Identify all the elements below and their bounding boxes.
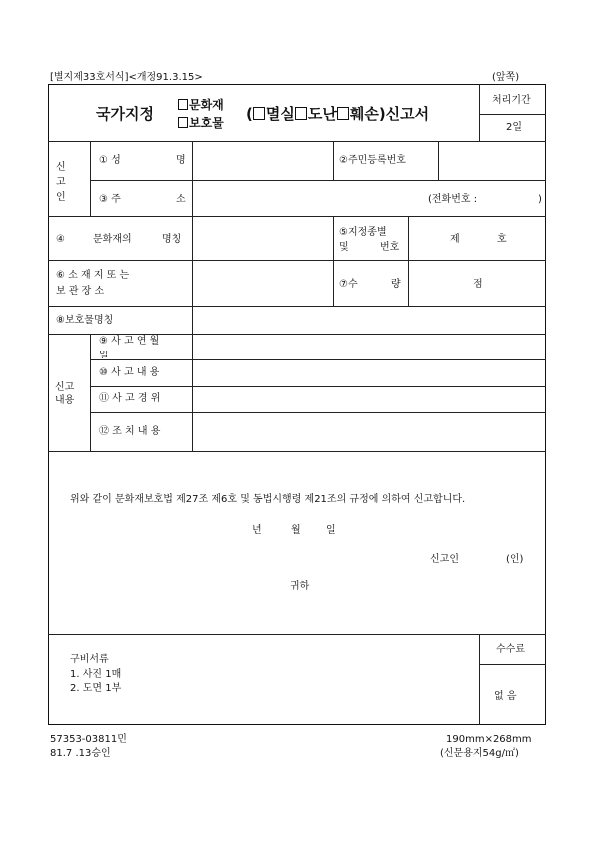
required-document-item: 2. 도면 1부 bbox=[70, 683, 122, 694]
asset-name-label: 문화재의 bbox=[93, 234, 132, 245]
address-label-end: 소 bbox=[176, 194, 186, 205]
form-reference: [별지제33호서식]<개정91.3.15> bbox=[50, 72, 203, 83]
seal-label: (인) bbox=[506, 554, 524, 565]
addressee-label: 귀하 bbox=[290, 581, 310, 592]
location-field[interactable] bbox=[193, 261, 332, 305]
phone-label: (전화번호 : bbox=[428, 194, 478, 205]
accident-circumstances-field[interactable] bbox=[193, 387, 545, 411]
checkbox-icon bbox=[295, 107, 307, 120]
phone-close: ) bbox=[538, 194, 542, 205]
processing-period-label: 처리기간 bbox=[492, 95, 531, 106]
action-taken-label: ⑫ 조 치 내 용 bbox=[99, 426, 161, 437]
required-document-item: 1. 사진 1매 bbox=[70, 669, 122, 680]
date-month: 월 bbox=[291, 525, 301, 536]
quantity-unit: 점 bbox=[473, 279, 483, 290]
statement-text: 위와 같이 문화재보호법 제27조 제6호 및 동법시행령 제21조의 규정에 의하여 신고합니다. bbox=[70, 494, 466, 505]
address-field[interactable] bbox=[193, 181, 423, 215]
name-field[interactable] bbox=[193, 142, 332, 179]
designation-and-label: 및 bbox=[339, 242, 349, 253]
signer-label: 신고인 bbox=[430, 554, 459, 565]
asset-name-label-end: 명칭 bbox=[162, 234, 182, 245]
resident-number-field[interactable] bbox=[439, 142, 545, 179]
accident-content-field[interactable] bbox=[193, 360, 545, 385]
designation-number-prefix: 제 bbox=[450, 234, 460, 245]
accident-date-field[interactable] bbox=[193, 335, 545, 358]
form-code: 57353-03811민 bbox=[50, 734, 127, 745]
resident-number-label: ②주민등록번호 bbox=[339, 155, 406, 166]
accident-content-label: ⑩ 사 고 내 용 bbox=[99, 367, 160, 378]
designation-type-label: ⑤지정종별 bbox=[339, 227, 387, 238]
signature-field[interactable] bbox=[465, 550, 505, 568]
asset-name-number: ④ bbox=[56, 234, 65, 245]
title-option-cultural-asset: 문화재 bbox=[178, 99, 224, 111]
title-report-types: ( 멸실 도난 훼손)신고서 bbox=[246, 105, 430, 123]
action-taken-field[interactable] bbox=[193, 413, 545, 450]
report-section-label: 신고 내용 bbox=[55, 382, 75, 406]
address-label: ③ 주 bbox=[99, 194, 121, 205]
name-label: ① 성 bbox=[99, 155, 121, 166]
location-label-line2: 보 관 장 소 bbox=[56, 286, 105, 297]
asset-name-field[interactable] bbox=[193, 217, 332, 259]
reporter-section-label: 신 고 인 bbox=[56, 162, 66, 203]
quantity-label: ⑦수 bbox=[339, 279, 358, 290]
fee-value: 없 음 bbox=[494, 691, 517, 702]
checkbox-icon bbox=[178, 99, 188, 110]
protection-name-label: ⑧보호물명칭 bbox=[56, 315, 114, 326]
paper-type: (신문용지54g/㎡) bbox=[440, 748, 519, 759]
checkbox-icon bbox=[337, 107, 349, 120]
fee-label: 수수료 bbox=[496, 644, 525, 655]
name-label-end: 명 bbox=[176, 155, 186, 166]
designation-number-label: 번호 bbox=[380, 242, 400, 253]
location-label-line1: ⑥ 소 재 지 또 는 bbox=[56, 270, 130, 281]
date-day: 일 bbox=[326, 525, 336, 536]
page-side-label: (앞쪽) bbox=[492, 72, 520, 83]
title-option-protection: 보호물 bbox=[178, 117, 224, 129]
required-documents-title: 구비서류 bbox=[70, 654, 109, 665]
form-title-prefix: 국가지정 bbox=[96, 105, 154, 123]
checkbox-icon bbox=[253, 107, 265, 120]
approval-date: 81.7 .13승인 bbox=[50, 748, 111, 759]
accident-circumstances-label: ⑪ 사 고 경 위 bbox=[99, 393, 161, 404]
accident-date-label-cut: 일 bbox=[99, 351, 109, 358]
designation-number-suffix: 호 bbox=[497, 234, 507, 245]
protection-name-field[interactable] bbox=[193, 307, 545, 333]
quantity-label-end: 량 bbox=[391, 279, 401, 290]
checkbox-icon bbox=[178, 117, 188, 128]
processing-period-value: 2일 bbox=[506, 122, 523, 133]
accident-date-label: ⑨ 사 고 연 월 bbox=[99, 336, 160, 347]
paper-size: 190mm×268mm bbox=[446, 734, 532, 745]
date-year: 년 bbox=[252, 525, 262, 536]
